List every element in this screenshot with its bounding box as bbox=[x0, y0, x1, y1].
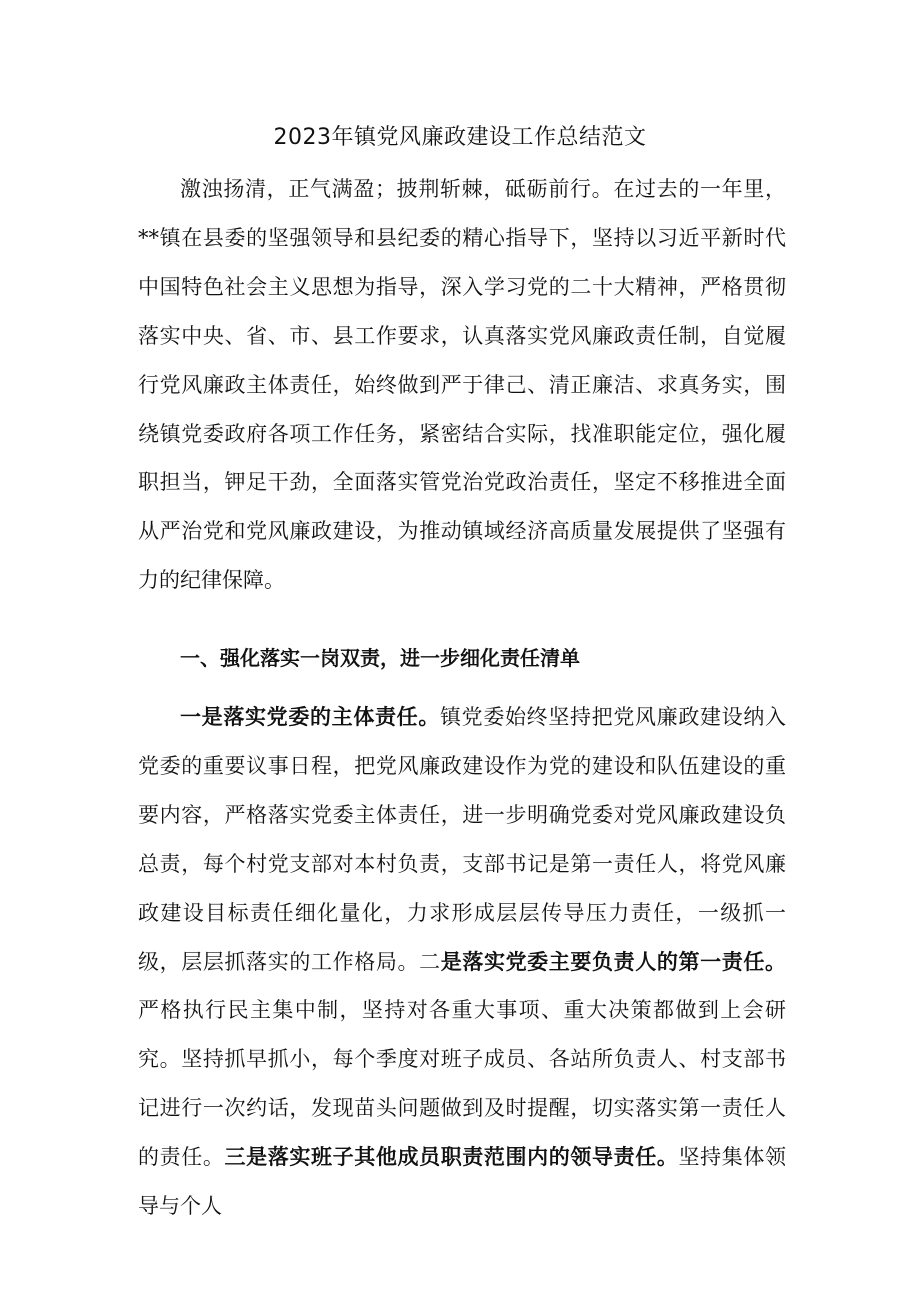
document-title: 2023年镇党风廉政建设工作总结范文 bbox=[273, 125, 647, 150]
item2-text: 严格执行民主集中制，坚持对各重大事项、重大决策都做到上会研究。坚持抓早抓小，每个季度对班子成员、各站所负责人、村支部书记进行一次约话，发现苗头问题做到及时提醒，切实落实第一责任人的责任。 bbox=[138, 998, 786, 1170]
section-body-paragraph bbox=[138, 693, 786, 1231]
item2-lead: 是落实党委主要负责人的第一责任。 bbox=[440, 949, 787, 974]
item1-text: 镇党委始终坚持把党风廉政建设纳入党委的重要议事日程，把党风廉政建设作为党的建设和队伍建设的重要内容，严格落实党委主体责任，进一步明确党委对党风廉政建设负总责，每个村党支部对本村负责，支部书记是第一责任人，将党风廉政建设目标责任细化量化，力求形成层层传导压力责任，一级抓一级，层层抓落实的工作格局。 bbox=[138, 705, 786, 974]
intro-paragraph: 激浊扬清，正气满盈；披荆斩棘，砥砺前行。在过去的一年里，**镇在县委的坚强领导和县纪委的精心指导下，坚持以习近平新时代中国特色社会主义思想为指导，深入学习党的二十大精神，严格贯彻落实中央、省、市、县工作要求，认真落实党风廉政责任制，自觉履行党风廉政主体责任，始终做到严于律己、清正廉洁、求真务实，围绕镇党委政府各项工作任务，紧密结合实际，找准职能定位，强化履职担当，钾足干劲，全面落实管党治党政治责任，坚定不移推进全面从严治党和党风廉政建设，为推动镇域经济高质量发展提供了坚强有力的纪律保障。 bbox=[138, 177, 786, 593]
item3-text: 坚持集体领导与个人 bbox=[138, 1145, 787, 1219]
item2-prefix: 二 bbox=[419, 949, 441, 974]
section-heading: 一、强化落实一岗双责，进一步细化责任清单 bbox=[180, 646, 580, 670]
item3-lead: 三是落实班子其他成员职责范围内的领导责任。 bbox=[224, 1145, 679, 1170]
item1-lead: 一是落实党委的主体责任。 bbox=[180, 705, 440, 729]
